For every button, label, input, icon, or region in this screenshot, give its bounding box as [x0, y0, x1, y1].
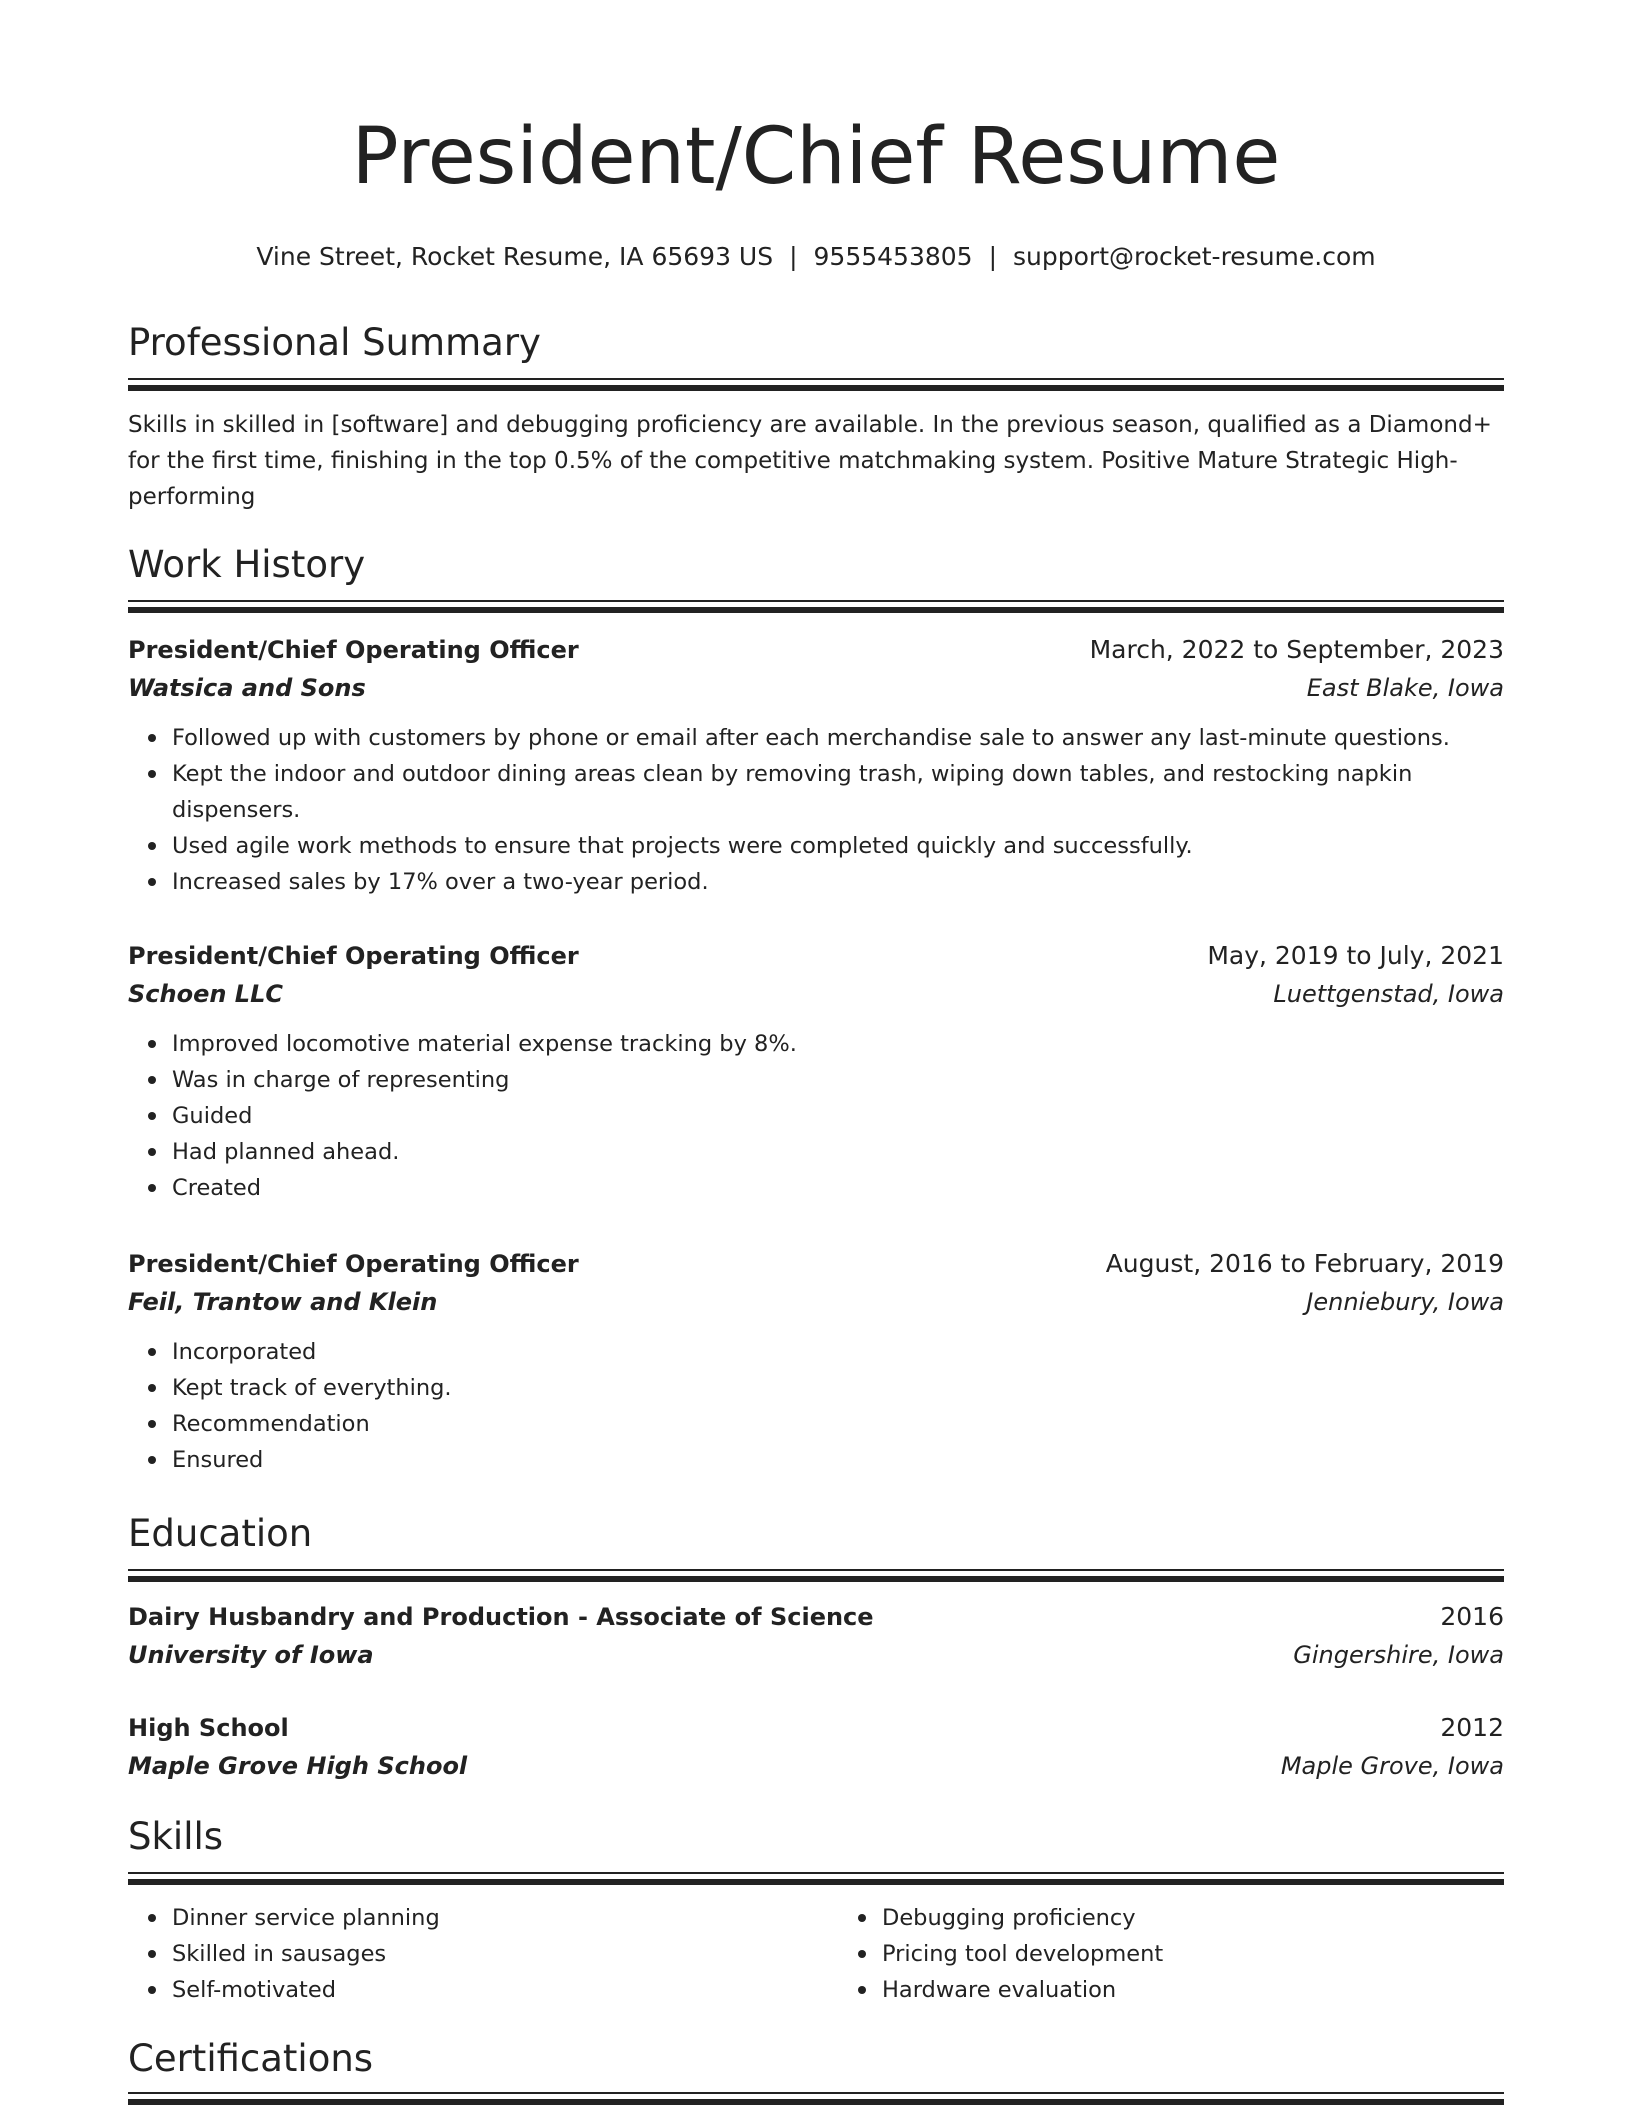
resume-title: President/Chief Resume: [351, 112, 1281, 202]
education-year: 2012: [1440, 1713, 1504, 1742]
list-item: Kept the indoor and outdoor dining areas clean by removing trash, wiping down tables, and restocking napkin dispensers.: [172, 756, 1504, 828]
job-location: East Blake, Iowa: [1306, 674, 1504, 702]
summary-section: [128, 320, 1504, 391]
certifications-section: [128, 2036, 1504, 2105]
job-bullets: [128, 720, 1504, 900]
list-item: Had planned ahead.: [172, 1134, 1504, 1170]
list-item: Dinner service planning: [172, 1900, 794, 1936]
job-company: Watsica and Sons: [128, 674, 366, 702]
education-section: [128, 1511, 1504, 1582]
education-degree: Dairy Husbandry and Production - Associate of Science: [128, 1603, 874, 1631]
list-item: Guided: [172, 1098, 1504, 1134]
section-divider: [128, 378, 1504, 391]
education-school: Maple Grove High School: [128, 1752, 468, 1780]
list-item: Followed up with customers by phone or email after each merchandise sale to answer any last-minute questions.: [172, 720, 1504, 756]
skills-list: [128, 1900, 1504, 2008]
job-dates: August, 2016 to February, 2019: [1105, 1249, 1504, 1278]
education-heading: Education: [128, 1512, 313, 1555]
list-item: Improved locomotive material expense tracking by 8%.: [172, 1026, 1504, 1062]
contact-address: Vine Street, Rocket Resume, IA 65693 US: [256, 242, 774, 271]
skills-column-right: [838, 1900, 1504, 2008]
list-item: Incorporated: [172, 1334, 1504, 1370]
contact-line: [128, 241, 1504, 273]
education-location: Maple Grove, Iowa: [1280, 1752, 1504, 1780]
job-dates: May, 2019 to July, 2021: [1207, 941, 1504, 970]
education-entry: [128, 1709, 1504, 1785]
job-location: Luettgenstad, Iowa: [1273, 980, 1504, 1008]
list-item: Kept track of everything.: [172, 1370, 1504, 1406]
list-item: Debugging proficiency: [882, 1900, 1504, 1936]
job-company: Schoen LLC: [128, 980, 284, 1008]
list-item: Self-motivated: [172, 1972, 794, 2008]
list-item: Skilled in sausages: [172, 1936, 794, 1972]
contact-separator: |: [789, 242, 798, 271]
skills-heading: Skills: [128, 1815, 224, 1858]
list-item: Used agile work methods to ensure that projects were completed quickly and successfully.: [172, 828, 1504, 864]
contact-phone: 9555453805: [813, 242, 973, 271]
list-item: Ensured: [172, 1442, 1504, 1478]
job-entry: [128, 1245, 1504, 1478]
list-item: Pricing tool development: [882, 1936, 1504, 1972]
section-divider: [128, 600, 1504, 613]
job-title: President/Chief Operating Officer: [128, 1250, 579, 1278]
summary-text: Skills in skilled in [software] and debugging proficiency are available. In the previous season, qualified as a Diamond+ for the first time, finishing in the top 0.5% of the competitive matchmaking system. Positive Mature Strategic High-performing: [128, 412, 1492, 510]
job-dates: March, 2022 to September, 2023: [1089, 635, 1504, 664]
skills-section: [128, 1814, 1504, 1885]
education-degree: High School: [128, 1714, 289, 1742]
job-bullets: [128, 1334, 1504, 1478]
contact-separator: |: [988, 242, 998, 271]
work-history-heading: Work History: [128, 543, 366, 586]
section-divider: [128, 1872, 1504, 1885]
job-title: President/Chief Operating Officer: [128, 636, 579, 664]
job-location: Jenniebury, Iowa: [1306, 1288, 1504, 1316]
education-location: Gingershire, Iowa: [1293, 1641, 1504, 1669]
education-year: 2016: [1440, 1602, 1504, 1631]
skills-column-left: [128, 1900, 794, 2008]
summary-heading: Professional Summary: [128, 321, 541, 364]
job-title: President/Chief Operating Officer: [128, 942, 579, 970]
section-divider: [128, 2092, 1504, 2105]
section-divider: [128, 1569, 1504, 1582]
job-bullets: [128, 1026, 1504, 1206]
list-item: Created: [172, 1170, 1504, 1206]
education-school: University of Iowa: [128, 1641, 374, 1669]
job-entry: [128, 937, 1504, 1206]
list-item: Was in charge of representing: [172, 1062, 1504, 1098]
certifications-heading: Certifications: [128, 2037, 374, 2080]
list-item: Hardware evaluation: [882, 1972, 1504, 2008]
work-history-section: [128, 542, 1504, 613]
job-company: Feil, Trantow and Klein: [128, 1288, 438, 1316]
job-entry: [128, 631, 1504, 900]
list-item: Recommendation: [172, 1406, 1504, 1442]
education-entry: [128, 1598, 1504, 1674]
contact-email[interactable]: support@rocket-resume.com: [1013, 242, 1376, 271]
list-item: Increased sales by 17% over a two-year period.: [172, 864, 1504, 900]
